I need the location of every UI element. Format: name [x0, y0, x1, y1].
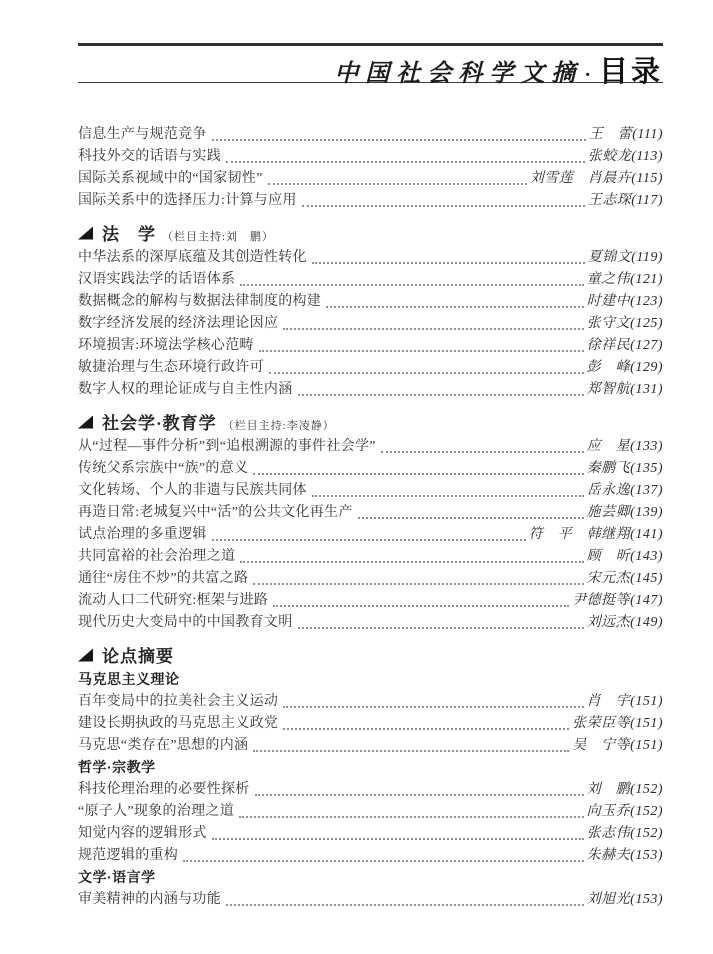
leader-dots: [253, 473, 583, 475]
leader-dots: [253, 583, 583, 585]
toc-entry: [78, 523, 663, 545]
entry-ref: 时建中(123): [586, 294, 663, 309]
toc-entry: [78, 844, 663, 866]
entry-title: 汉语实践法学的话语体系: [78, 272, 236, 287]
toc-entry: [78, 712, 663, 734]
leader-dots: [312, 262, 585, 264]
entry-title: “原子人”现象的治理之道: [78, 804, 235, 819]
entry-ref: 张守文(125): [586, 316, 663, 331]
entry-ref: 应 星(133): [586, 439, 663, 454]
toc-entry: [78, 334, 663, 356]
leader-dots: [269, 372, 584, 374]
leader-dots: [226, 161, 585, 163]
subsection-heading: 哲学·宗教学: [78, 759, 156, 775]
leader-dots: [212, 838, 584, 840]
entry-ref: 顾 昕(143): [586, 549, 663, 564]
section-marker-icon: [78, 227, 93, 240]
toc-entry: [78, 888, 663, 910]
toc-entry: [78, 734, 663, 756]
entry-title: 传统父系宗族中“族”的意义: [78, 461, 249, 476]
toc: [78, 123, 663, 910]
leader-dots: [239, 816, 584, 818]
leader-dots: [326, 306, 584, 308]
leader-dots: [381, 451, 584, 453]
toc-entry: [78, 822, 663, 844]
entry-ref: 刘 鹏(152): [586, 782, 663, 797]
entry-title: 再造日常:老城复兴中“活”的公共文化再生产: [78, 505, 353, 520]
section-heading: [78, 409, 663, 435]
entry-title: 中华法系的深厚底蕴及其创造性转化: [78, 250, 307, 265]
entry-ref: 王 蕾(111): [588, 127, 663, 142]
leader-dots: [302, 205, 585, 207]
leader-dots: [212, 139, 586, 141]
entry-title: 国际关系视域中的“国家韧性”: [78, 171, 263, 186]
entry-title: 建设长期执政的马克思主义政党: [78, 716, 279, 731]
subsection-heading: 马克思主义理论: [78, 671, 180, 687]
entry-ref: 刘旭光(153): [586, 892, 663, 907]
toc-entry: [78, 435, 663, 457]
toc-entry: [78, 589, 663, 611]
toc-entry: [78, 268, 663, 290]
toc-entry: [78, 567, 663, 589]
toc-entry: [78, 778, 663, 800]
entry-ref: 童之伟(121): [586, 272, 663, 287]
toc-entry: [78, 145, 663, 167]
subsection-heading: 文学·语言学: [78, 869, 156, 885]
leader-dots: [212, 539, 526, 541]
entry-title: 敏捷治理与生态环境行政许可: [78, 360, 264, 375]
leader-dots: [312, 495, 584, 497]
leader-dots: [298, 627, 584, 629]
entry-ref: 宋元杰(145): [586, 571, 663, 586]
leader-dots: [255, 794, 584, 796]
leader-dots: [268, 183, 527, 185]
entry-ref: 朱赫夫(153): [586, 848, 663, 863]
entry-ref: 张志伟(152): [586, 826, 663, 841]
entry-title: 共同富裕的社会治理之道: [78, 549, 236, 564]
entry-ref: 向玉乔(152): [586, 804, 663, 819]
entry-title: 规范逻辑的重构: [78, 848, 179, 863]
entry-ref: 肖 宇(151): [586, 694, 663, 709]
entry-ref: 张荣臣等(151): [572, 716, 663, 731]
entry-ref: 符 平 韩继翔(141): [528, 527, 663, 542]
entry-ref: 王志琛(117): [587, 193, 663, 208]
page-title: 目录: [598, 56, 663, 88]
toc-entry: [78, 800, 663, 822]
leader-dots: [253, 750, 569, 752]
toc-entry: [78, 501, 663, 523]
entry-ref: 刘远杰(149): [586, 615, 663, 630]
leader-dots: [240, 561, 583, 563]
toc-entry: [78, 167, 663, 189]
section-marker-icon: [78, 649, 93, 662]
entry-title: 科技外交的话语与实践: [78, 149, 221, 164]
entry-title: 文化转场、个人的非遗与民族共同体: [78, 483, 307, 498]
entry-title: 信息生产与规范竞争: [78, 127, 207, 142]
section-marker-icon: [78, 416, 93, 429]
entry-title: 数据概念的解构与数据法律制度的构建: [78, 294, 322, 309]
entry-ref: 尹德挺等(147): [572, 593, 663, 608]
section-heading: [78, 642, 663, 668]
entry-ref: 张蛟龙(113): [587, 149, 663, 164]
toc-page: [78, 43, 663, 910]
toc-entry: [78, 356, 663, 378]
entry-title: 试点治理的多重逻辑: [78, 527, 207, 542]
entry-ref: 彭 峰(129): [586, 360, 663, 375]
journal-title: 中国社会科学文摘: [334, 61, 583, 87]
entry-title: 数字人权的理论证成与自主性内涵: [78, 382, 293, 397]
leader-dots: [240, 284, 583, 286]
entry-title: 马克思“类存在”思想的内涵: [78, 738, 249, 753]
entry-ref: 秦鹏飞(135): [586, 461, 663, 476]
entry-title: 审美精神的内涵与功能: [78, 892, 221, 907]
entry-title: 环境损害:环境法学核心范畴: [78, 338, 254, 353]
toc-entry: [78, 290, 663, 312]
section-heading-label: 法 学: [102, 225, 156, 244]
entry-ref: 岳永逸(137): [586, 483, 663, 498]
entry-title: 从“过程—事件分析”到“追根溯源的事件社会学”: [78, 439, 376, 454]
toc-entry: [78, 378, 663, 400]
section-host-label: （栏目主持:刘 鹏）: [162, 231, 275, 243]
entry-title: 流动人口二代研究:框架与进路: [78, 593, 269, 608]
section-heading-label: 论点摘要: [102, 647, 174, 666]
leader-dots: [283, 706, 583, 708]
toc-entry: [78, 457, 663, 479]
entry-title: 科技伦理治理的必要性探析: [78, 782, 250, 797]
section-heading: [78, 220, 663, 246]
entry-ref: 吴 宁等(151): [572, 738, 663, 753]
leader-dots: [358, 517, 584, 519]
entry-title: 知觉内容的逻辑形式: [78, 826, 207, 841]
entry-ref: 施芸卿(139): [586, 505, 663, 520]
entry-ref: 夏锦文(119): [587, 250, 663, 265]
page-header: [78, 46, 663, 88]
toc-entry: [78, 545, 663, 567]
title-separator-dot: ·: [584, 64, 591, 86]
leader-dots: [273, 605, 569, 607]
toc-entry: [78, 312, 663, 334]
toc-entry: [78, 611, 663, 633]
entry-ref: 郑智航(131): [586, 382, 663, 397]
leader-dots: [226, 904, 584, 906]
leader-dots: [283, 728, 569, 730]
section-heading-label: 社会学·教育学: [102, 414, 217, 433]
entry-ref: 徐祥民(127): [586, 338, 663, 353]
entry-title: 数字经济发展的经济法理论因应: [78, 316, 279, 331]
toc-entry: [78, 479, 663, 501]
toc-entry: [78, 123, 663, 145]
toc-entry: [78, 246, 663, 268]
entry-ref: 刘雪莲 肖晨卉(115): [529, 171, 663, 186]
entry-title: 通往“房住不炒”的共富之路: [78, 571, 249, 586]
toc-entry: [78, 690, 663, 712]
section-host-label: （栏目主持:李凌静）: [222, 420, 335, 432]
leader-dots: [259, 350, 584, 352]
entry-title: 百年变局中的拉美社会主义运动: [78, 694, 279, 709]
entry-title: 国际关系中的选择压力:计算与应用: [78, 193, 297, 208]
leader-dots: [298, 394, 584, 396]
leader-dots: [283, 328, 583, 330]
leader-dots: [183, 860, 584, 862]
entry-title: 现代历史大变局中的中国教育文明: [78, 615, 293, 630]
toc-entry: [78, 189, 663, 211]
